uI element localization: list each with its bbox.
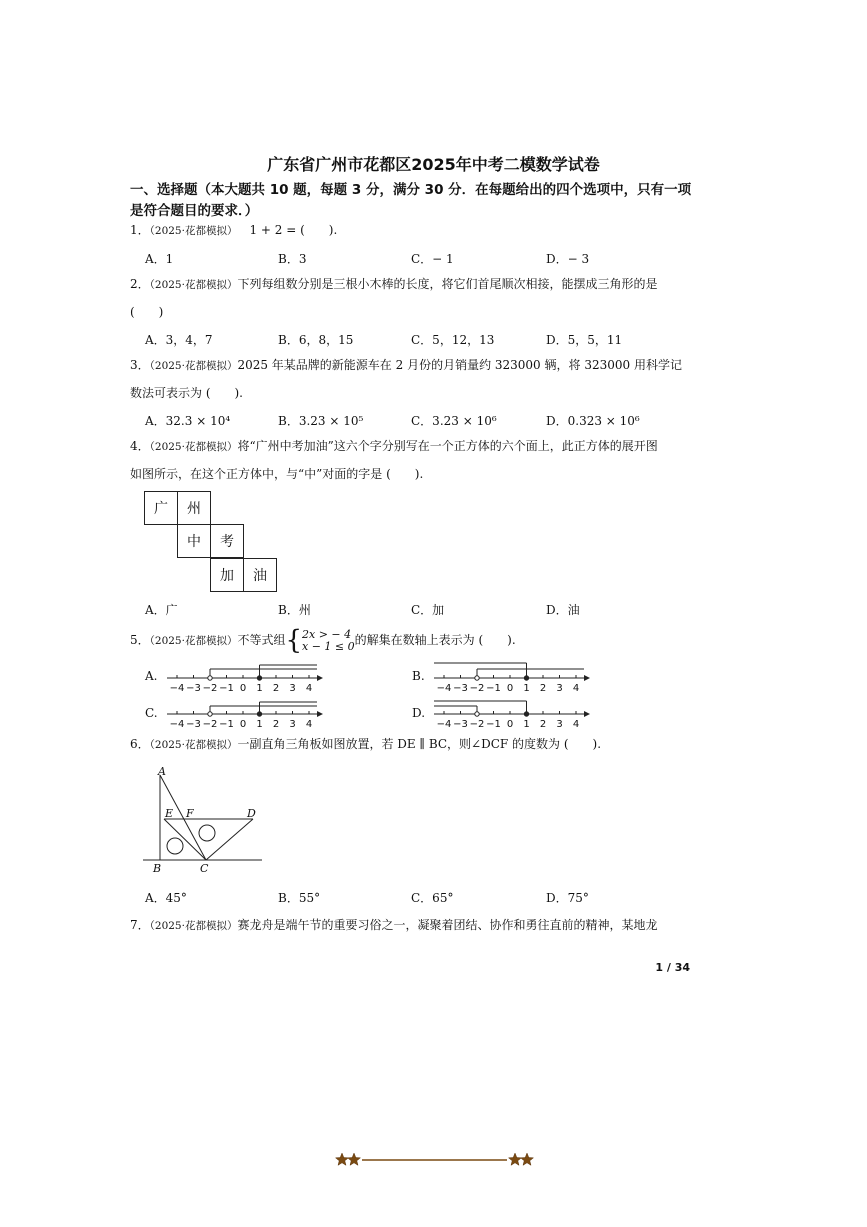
tick-label: 4 [572, 683, 580, 694]
point-label-b: B [153, 862, 162, 875]
closed-dot [524, 712, 528, 716]
option-c[interactable]: C．3.23 × 10⁶ [411, 414, 497, 428]
page-title: 广东省广州市花都区2025年中考二模数学试卷 [267, 155, 600, 174]
tick-label: −4 [169, 683, 185, 694]
options-q6 [145, 889, 705, 909]
options-q3 [145, 412, 705, 432]
tick-label: −1 [219, 683, 234, 694]
section-header-line1: 一、选择题（本大题共 10 题，每题 3 分，满分 30 分．在每题给出的四个选项中，只有一项 [130, 182, 692, 198]
footer-decoration [335, 1150, 535, 1170]
option-a-label[interactable]: A. [145, 669, 158, 683]
option-b[interactable]: B．州 [278, 603, 311, 617]
tick-label: −2 [202, 719, 218, 730]
tick-label: 1 [256, 719, 263, 730]
net-cell-1: 广 [144, 491, 178, 525]
tick-label: −2 [469, 719, 485, 730]
question-source: （2025·花都模拟） [149, 739, 238, 751]
tick-label: 1 [523, 719, 530, 730]
number-line-d[interactable] [432, 694, 592, 736]
question-7 [130, 912, 695, 940]
net-cell-6: 油 [243, 558, 277, 592]
star-icon [336, 1153, 361, 1165]
tick-label: 0 [239, 719, 247, 730]
question-2 [130, 271, 695, 326]
open-dot [208, 676, 212, 680]
question-stem: 2025 年某品牌的新能源车在 2 月份的月销量约 323000 辆，将 323000 用科学记 [237, 358, 682, 372]
question-number: 6． [130, 737, 150, 751]
question-stem: 一副直角三角板如图放置，若 DE ∥ BC，则∠DCF 的度数为 ( ). [237, 737, 602, 751]
question-number: 5． [130, 633, 150, 647]
question-source: （2025·花都模拟） [149, 635, 238, 647]
section-header-line2: 是符合题目的要求．） [130, 203, 259, 219]
question-source: （2025·花都模拟） [149, 441, 238, 453]
option-a[interactable]: A．32.3 × 10⁴ [145, 414, 231, 428]
net-cell-3: 中 [177, 524, 211, 558]
tick-label: 2 [272, 719, 280, 730]
question-stem: 赛龙舟是端午节的重要习俗之一，凝聚着团结、协作和勇往直前的精神，某地龙 [237, 918, 658, 932]
brace-symbol: { [285, 625, 303, 656]
question-stem: 下列每组数分别是三根小木棒的长度，将它们首尾顺次相接，能摆成三角形的是 [237, 277, 658, 291]
tick-label: 3 [289, 719, 296, 730]
option-b-label[interactable]: B. [412, 669, 425, 683]
open-dot [475, 712, 479, 716]
question-5 [130, 627, 695, 655]
closed-dot [257, 712, 261, 716]
option-b[interactable]: B．6，8，15 [278, 333, 354, 347]
hole-circle-1 [199, 825, 215, 841]
net-cell-2: 州 [177, 491, 211, 525]
question-number: 4． [130, 439, 150, 453]
net-cell-5: 加 [210, 558, 244, 592]
hole-circle-2 [167, 838, 183, 854]
tick-label: 4 [305, 719, 313, 730]
question-3 [130, 352, 695, 407]
tick-label: −3 [453, 683, 468, 694]
tick-label: 4 [305, 683, 313, 694]
tick-label: 1 [523, 683, 530, 694]
point-label-d: D [247, 807, 256, 820]
tick-label: −2 [202, 683, 218, 694]
options-q1 [145, 250, 705, 270]
section-header [130, 180, 710, 222]
question-stem-cont: 如图所示，在这个正方体中，与“中”对面的字是 ( ). [130, 467, 424, 481]
open-dot [475, 676, 479, 680]
option-d[interactable]: D．− 3 [546, 252, 590, 266]
tick-label: 0 [506, 719, 514, 730]
point-label-c: C [200, 862, 209, 875]
option-c[interactable]: C．− 1 [411, 252, 454, 266]
tick-label: 2 [272, 683, 280, 694]
tick-label: 3 [289, 683, 296, 694]
tick-label: −2 [469, 683, 485, 694]
question-number: 7． [130, 918, 150, 932]
point-label-e: E [165, 807, 174, 820]
option-c[interactable]: C．65° [411, 891, 454, 905]
point-label-a: A [158, 765, 166, 778]
inequality-2: x − 1 ≤ 0 [302, 639, 355, 653]
option-c[interactable]: C．加 [411, 603, 445, 617]
tick-label: 0 [506, 683, 514, 694]
question-stem: 1 + 2 = ( ). [249, 223, 338, 237]
option-d[interactable]: D．油 [546, 603, 580, 617]
question-source: （2025·花都模拟） [149, 920, 238, 932]
arrow-icon [317, 711, 323, 717]
option-a[interactable]: A．广 [145, 603, 178, 617]
inequality-system [302, 629, 355, 653]
question-6 [130, 731, 695, 759]
question-source: （2025·花都模拟） [149, 225, 238, 237]
tick-label: −3 [453, 719, 468, 730]
inequality-1: 2x > − 4 [302, 627, 352, 641]
arrow-icon [317, 675, 323, 681]
tick-label: −1 [486, 683, 501, 694]
cube-net-figure [144, 491, 284, 595]
tick-label: −1 [219, 719, 234, 730]
question-number: 3． [130, 358, 150, 372]
option-b[interactable]: B．55° [278, 891, 321, 905]
option-b[interactable]: B．3 [278, 252, 307, 266]
question-stem: 将“广州中考加油”这六个字分别写在一个正方体的六个面上，此正方体的展开图 [237, 439, 658, 453]
closed-dot [257, 676, 261, 680]
option-d-label[interactable]: D. [412, 706, 426, 720]
star-icon [509, 1153, 534, 1165]
tick-label: −3 [186, 719, 201, 730]
question-number: 2． [130, 277, 150, 291]
tick-label: −4 [436, 683, 452, 694]
option-a[interactable]: A．45° [145, 891, 187, 905]
question-stem-post: 的解集在数轴上表示为 ( ). [354, 633, 516, 647]
question-stem-pre: 不等式组 [237, 633, 286, 647]
question-number: 1． [130, 223, 150, 237]
segment-dc [206, 819, 253, 860]
option-d[interactable]: D．75° [546, 891, 589, 905]
page-number: 1 / 34 [655, 961, 690, 974]
arrow-icon [584, 675, 590, 681]
option-b[interactable]: B．3.23 × 10⁵ [278, 414, 364, 428]
question-source: （2025·花都模拟） [149, 360, 238, 372]
option-d[interactable]: D．0.323 × 10⁶ [546, 414, 640, 428]
tick-label: 2 [539, 719, 547, 730]
tick-label: 2 [539, 683, 547, 694]
tick-label: −1 [486, 719, 501, 730]
tick-label: 1 [256, 683, 263, 694]
option-a[interactable]: A．1 [145, 252, 174, 266]
triangle-figure [140, 764, 270, 876]
tick-label: −4 [169, 719, 185, 730]
option-c[interactable]: C．5，12，13 [411, 333, 495, 347]
question-stem-cont: 数法可表示为 ( ). [130, 386, 243, 400]
question-1 [130, 217, 695, 245]
tick-label: 0 [239, 683, 247, 694]
tick-label: 3 [556, 719, 563, 730]
number-line-c[interactable] [165, 694, 325, 736]
closed-dot [524, 676, 528, 680]
question-4 [130, 433, 695, 488]
point-label-f: F [186, 807, 194, 820]
tick-label: 3 [556, 683, 563, 694]
option-d[interactable]: D．5，5，11 [546, 333, 623, 347]
options-q4 [145, 601, 705, 621]
question-source: （2025·花都模拟） [149, 279, 238, 291]
option-a[interactable]: A．3，4，7 [145, 333, 213, 347]
net-cell-4: 考 [210, 524, 244, 558]
question-stem-cont: ( ) [130, 305, 164, 319]
arrow-icon [584, 711, 590, 717]
option-c-label[interactable]: C. [145, 706, 158, 720]
open-dot [208, 712, 212, 716]
tick-label: −3 [186, 683, 201, 694]
tick-label: 4 [572, 719, 580, 730]
options-q2 [145, 331, 705, 351]
tick-label: −4 [436, 719, 452, 730]
